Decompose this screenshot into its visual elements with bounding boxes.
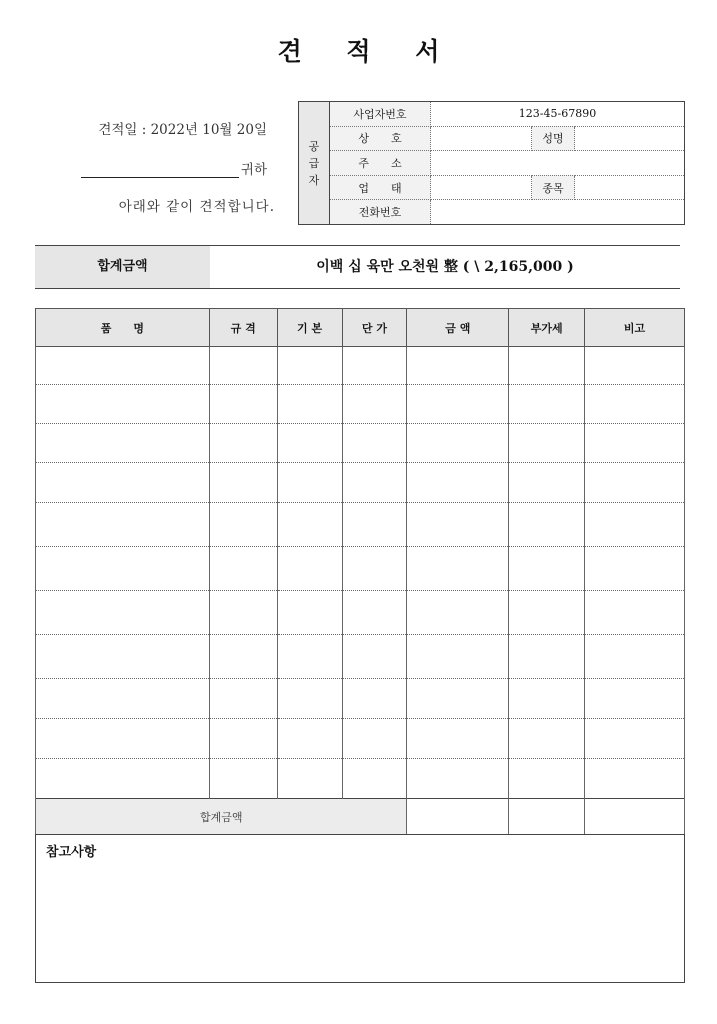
unit-price-cell[interactable] — [342, 385, 407, 424]
intro-text: 아래와 같이 견적합니다. — [118, 199, 275, 215]
total-amount-value: 이백 십 육만 오천원 整 ( \ 2,165,000 ) — [316, 259, 574, 275]
amount-cell[interactable] — [407, 679, 509, 719]
table-row — [36, 679, 685, 719]
unit-price-cell[interactable] — [342, 424, 407, 463]
company-name-field[interactable] — [431, 126, 532, 151]
table-row — [36, 463, 685, 503]
recipient-blank[interactable] — [81, 177, 239, 178]
basic-cell[interactable] — [277, 385, 342, 424]
category-label: 종목 — [532, 175, 575, 200]
item-name-cell[interactable] — [36, 719, 210, 759]
quote-date: 견적일 : 2022년 10월 20일 — [98, 122, 267, 138]
table-row — [36, 719, 685, 759]
remarks-cell[interactable] — [585, 385, 685, 424]
vat-cell[interactable] — [509, 679, 585, 719]
unit-price-cell[interactable] — [342, 463, 407, 503]
amount-cell[interactable] — [407, 503, 509, 547]
sum-amount-cell[interactable] — [407, 799, 509, 835]
vat-cell[interactable] — [509, 347, 585, 385]
address-field[interactable] — [431, 151, 685, 176]
vat-cell[interactable] — [509, 385, 585, 424]
remarks-cell[interactable] — [585, 679, 685, 719]
table-row — [36, 591, 685, 635]
recipient-line — [81, 158, 267, 178]
spec-cell[interactable] — [209, 547, 277, 591]
item-name-cell[interactable] — [36, 591, 210, 635]
items-header-row — [36, 309, 685, 347]
header-unit-price: 단 가 — [342, 309, 407, 347]
phone-label: 전화번호 — [330, 200, 431, 225]
item-name-cell[interactable] — [36, 424, 210, 463]
recipient-suffix: 귀하 — [240, 162, 267, 178]
unit-price-cell[interactable] — [342, 679, 407, 719]
reg-no-value: 123-45-67890 — [431, 102, 685, 127]
amount-cell[interactable] — [407, 759, 509, 799]
remarks-cell[interactable] — [585, 424, 685, 463]
item-name-cell[interactable] — [36, 759, 210, 799]
header-vat: 부가세 — [509, 309, 585, 347]
remarks-cell[interactable] — [585, 347, 685, 385]
amount-cell[interactable] — [407, 719, 509, 759]
total-amount-bar — [35, 245, 680, 289]
items-table — [35, 308, 685, 835]
table-row — [36, 424, 685, 463]
spec-cell[interactable] — [209, 591, 277, 635]
vat-cell[interactable] — [509, 759, 585, 799]
table-row — [36, 635, 685, 679]
vat-cell[interactable] — [509, 463, 585, 503]
amount-cell[interactable] — [407, 463, 509, 503]
table-row — [36, 347, 685, 385]
header-item-name: 품 명 — [36, 309, 210, 347]
remarks-cell[interactable] — [585, 547, 685, 591]
amount-cell[interactable] — [407, 591, 509, 635]
header-amount: 금 액 — [407, 309, 509, 347]
basic-cell[interactable] — [277, 759, 342, 799]
table-row — [36, 385, 685, 424]
amount-cell[interactable] — [407, 385, 509, 424]
table-row — [36, 503, 685, 547]
item-name-cell[interactable] — [36, 463, 210, 503]
vat-cell[interactable] — [509, 503, 585, 547]
spec-cell[interactable] — [209, 759, 277, 799]
remarks-cell[interactable] — [585, 591, 685, 635]
ceo-label: 성명 — [532, 126, 575, 151]
supplier-side-label: 공 급 자 — [299, 102, 330, 225]
basic-cell[interactable] — [277, 503, 342, 547]
remarks-cell[interactable] — [585, 463, 685, 503]
sum-remarks-cell[interactable] — [585, 799, 685, 835]
amount-cell[interactable] — [407, 347, 509, 385]
spec-cell[interactable] — [209, 463, 277, 503]
spec-cell[interactable] — [209, 347, 277, 385]
basic-cell[interactable] — [277, 635, 342, 679]
unit-price-cell[interactable] — [342, 719, 407, 759]
remarks-cell[interactable] — [585, 759, 685, 799]
business-type-label: 업 태 — [330, 175, 431, 200]
unit-price-cell[interactable] — [342, 503, 407, 547]
category-field[interactable] — [575, 175, 685, 200]
spec-cell[interactable] — [209, 635, 277, 679]
item-name-cell[interactable] — [36, 679, 210, 719]
business-type-field[interactable] — [431, 175, 532, 200]
unit-price-cell[interactable] — [342, 591, 407, 635]
table-row — [36, 547, 685, 591]
unit-price-cell[interactable] — [342, 347, 407, 385]
phone-field[interactable] — [431, 200, 685, 225]
basic-cell[interactable] — [277, 679, 342, 719]
spec-cell[interactable] — [209, 679, 277, 719]
item-name-cell[interactable] — [36, 385, 210, 424]
unit-price-cell[interactable] — [342, 547, 407, 591]
ceo-field[interactable] — [575, 126, 685, 151]
amount-cell[interactable] — [407, 635, 509, 679]
notes-section — [35, 834, 685, 983]
document-title: 견 적 서 — [277, 37, 458, 66]
notes-label: 참고사항 — [46, 845, 97, 860]
basic-cell[interactable] — [277, 591, 342, 635]
table-row — [36, 759, 685, 799]
remarks-cell[interactable] — [585, 719, 685, 759]
unit-price-cell[interactable] — [342, 759, 407, 799]
remarks-cell[interactable] — [585, 503, 685, 547]
sum-label: 합계금액 — [36, 799, 407, 835]
vat-cell[interactable] — [509, 635, 585, 679]
basic-cell[interactable] — [277, 424, 342, 463]
item-name-cell[interactable] — [36, 503, 210, 547]
sum-vat-cell[interactable] — [509, 799, 585, 835]
unit-price-cell[interactable] — [342, 635, 407, 679]
basic-cell[interactable] — [277, 463, 342, 503]
total-amount-label: 합계금액 — [35, 246, 210, 288]
spec-cell[interactable] — [209, 424, 277, 463]
header-remarks: 비고 — [585, 309, 685, 347]
company-name-label: 상 호 — [330, 126, 431, 151]
remarks-cell[interactable] — [585, 635, 685, 679]
header-basic: 기 본 — [277, 309, 342, 347]
basic-cell[interactable] — [277, 547, 342, 591]
item-name-cell[interactable] — [36, 347, 210, 385]
basic-cell[interactable] — [277, 347, 342, 385]
vat-cell[interactable] — [509, 547, 585, 591]
item-name-cell[interactable] — [36, 635, 210, 679]
basic-cell[interactable] — [277, 719, 342, 759]
reg-no-label: 사업자번호 — [330, 102, 431, 127]
vat-cell[interactable] — [509, 424, 585, 463]
spec-cell[interactable] — [209, 385, 277, 424]
supplier-table — [298, 101, 685, 225]
address-label: 주 소 — [330, 151, 431, 176]
spec-cell[interactable] — [209, 719, 277, 759]
spec-cell[interactable] — [209, 503, 277, 547]
vat-cell[interactable] — [509, 591, 585, 635]
header-spec: 규 격 — [209, 309, 277, 347]
vat-cell[interactable] — [509, 719, 585, 759]
amount-cell[interactable] — [407, 424, 509, 463]
item-name-cell[interactable] — [36, 547, 210, 591]
sum-row — [36, 799, 685, 835]
amount-cell[interactable] — [407, 547, 509, 591]
